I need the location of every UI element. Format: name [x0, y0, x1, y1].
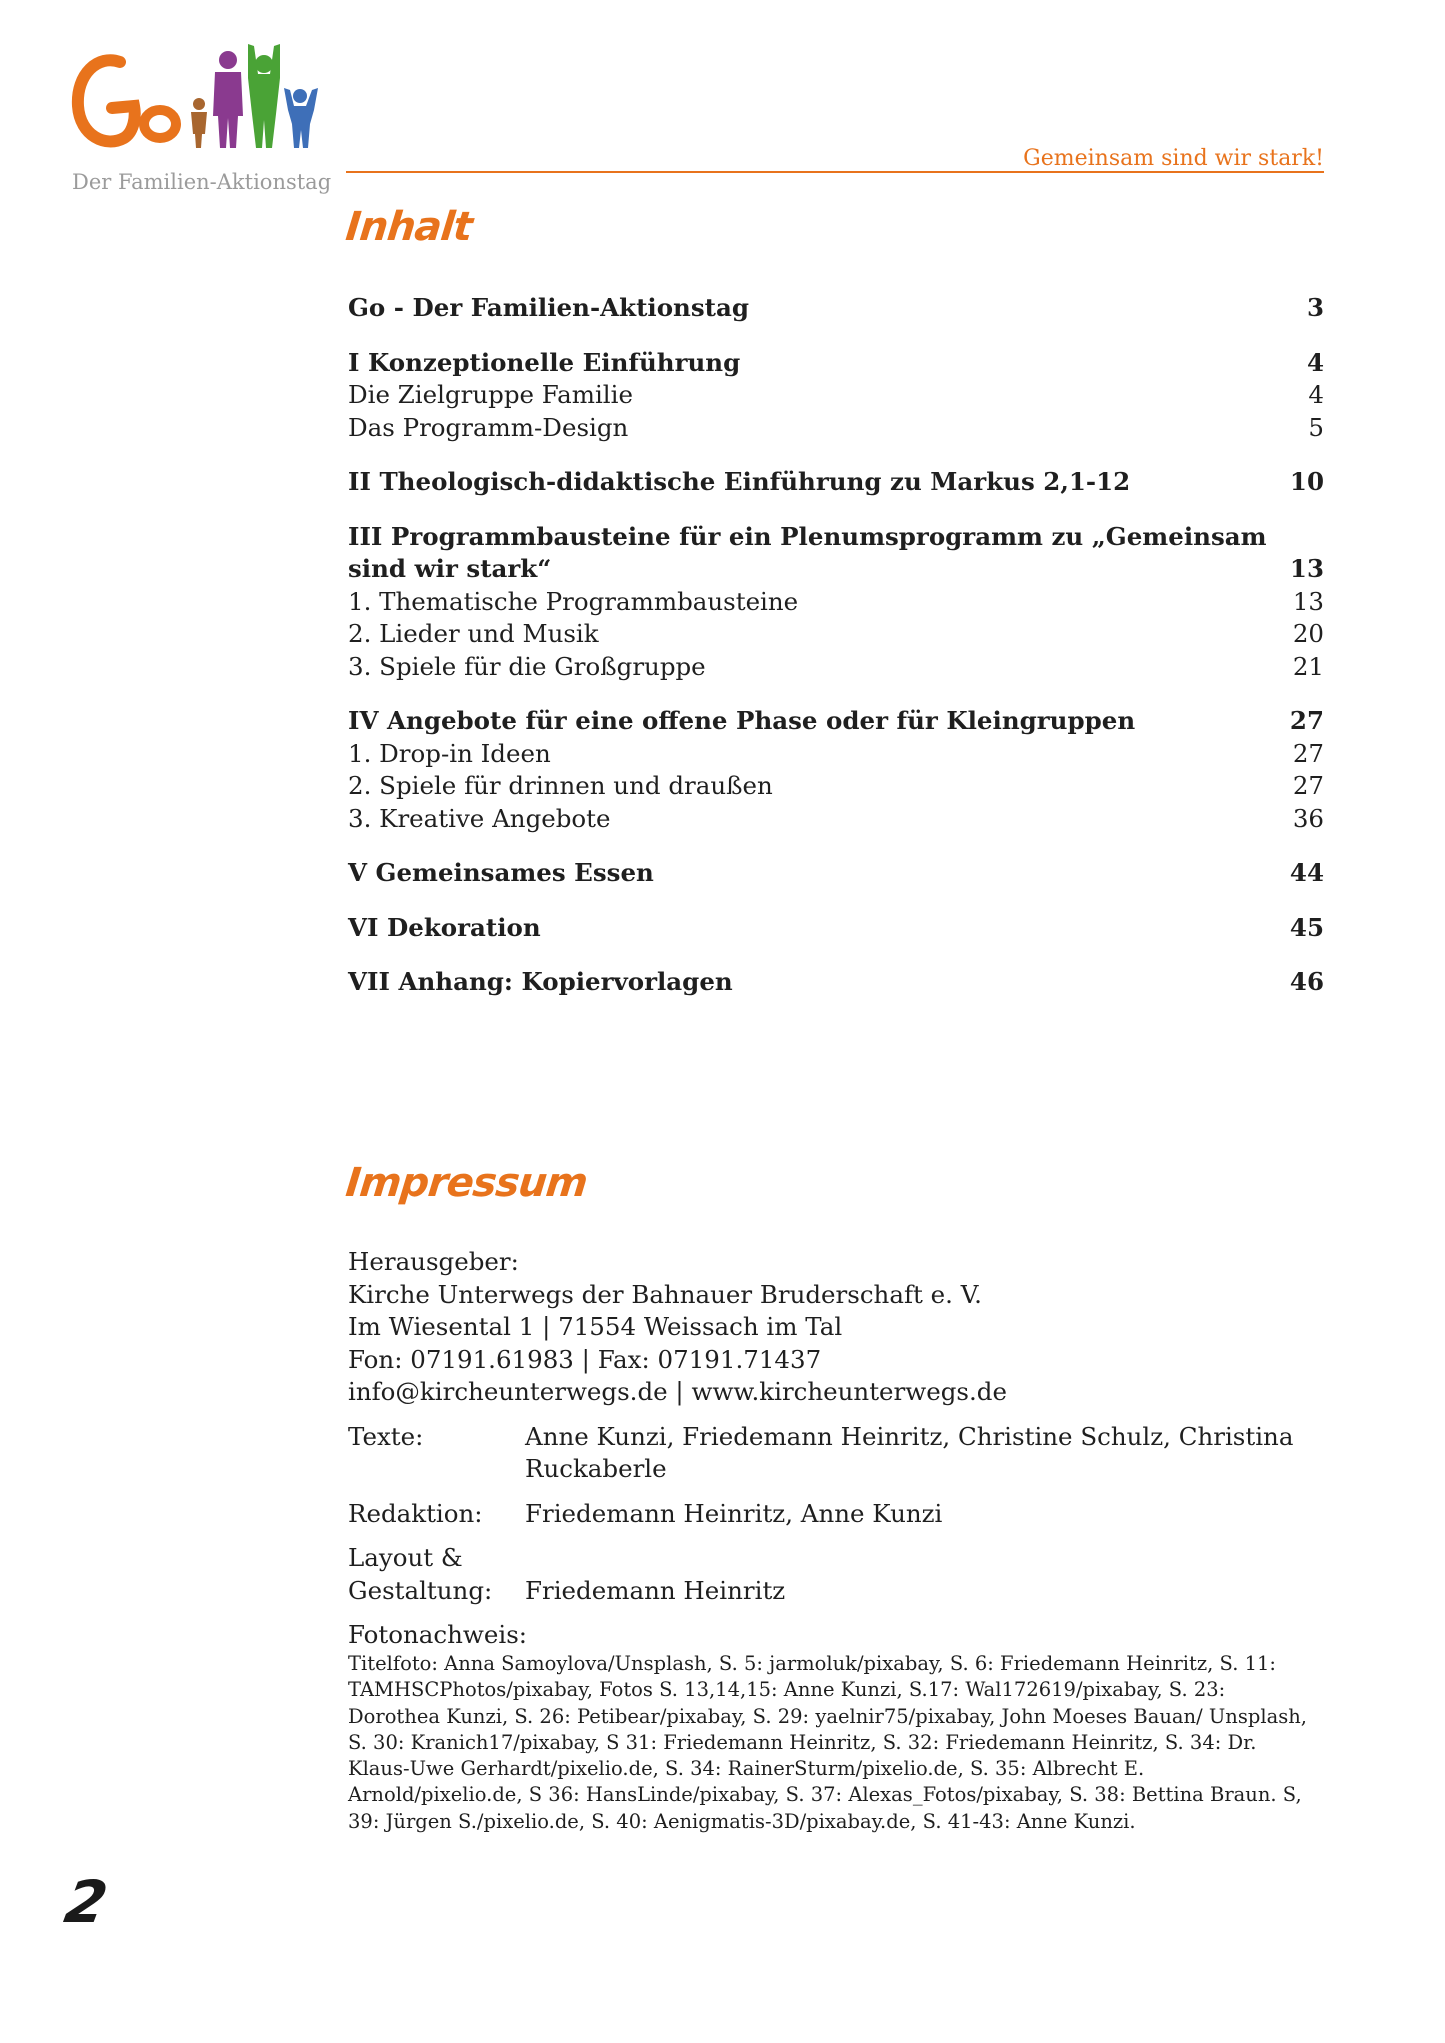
toc-subentry	[348, 586, 1324, 619]
credit-row	[348, 1421, 1324, 1486]
credit-row	[348, 1498, 1324, 1531]
toc-entry-page: 45	[1289, 912, 1324, 942]
toc-group	[348, 705, 1324, 835]
toc-entry-title: Die Zielgruppe Familie	[348, 380, 633, 409]
credit-label: Redaktion:	[348, 1498, 483, 1528]
toc-entry-title: 2. Spiele für drinnen und draußen	[348, 771, 773, 800]
toc-chapter-entry	[348, 857, 1324, 890]
publisher-block	[348, 1246, 1324, 1409]
toc-entry-title: IV Angebote für eine offene Phase oder für Kleingruppen	[348, 706, 1136, 735]
toc-subentry	[348, 618, 1324, 651]
publisher-label: Herausgeber:	[348, 1247, 519, 1276]
toc-entry-title: I Konzeptionelle Einführung	[348, 347, 741, 377]
toc-group	[348, 521, 1324, 684]
publisher-line: Im Wiesental 1 | 71554 Weissach im Tal	[348, 1312, 843, 1341]
toc-subentry	[348, 379, 1324, 412]
photo-credits-label: Fotonachweis:	[348, 1620, 528, 1649]
toc-entry-page: 5	[1308, 412, 1324, 442]
toc-entry-page: 13	[1289, 554, 1324, 583]
credit-value: Friedemann Heinritz	[525, 1575, 786, 1605]
toc-entry-page: 27	[1292, 738, 1324, 768]
toc-chapter-entry	[348, 966, 1324, 999]
publisher-line: Kirche Unterwegs der Bahnauer Bruderschaft e. V.	[348, 1279, 982, 1309]
table-of-contents	[348, 292, 1324, 1021]
toc-subentry	[348, 651, 1324, 684]
publisher-line: info@kircheunterwegs.de | www.kircheunterwegs.de	[348, 1377, 1007, 1406]
toc-heading: Inhalt	[343, 204, 475, 250]
photo-credits-text: Titelfoto: Anna Samoylova/Unsplash, S. 5: jarmoluk/pixabay, S. 6: Friedemann Heinritz, S. 11: TAMHSCPhotos/pixabay, Fotos S. 13,14,15: Anne Kunzi, S.17: Wal172619/pixabay, S. 23: Dorothea Kunzi, S. 26: Petibear/pixabay, S. 29: yaelnir75/pixabay, John Moeses Bauan/ Unsplash, S. 30: Kranich17/pixabay, S 31: Friedemann Heinritz, S. 32: Friedemann Heinritz, S. 34: Dr. Klaus-Uwe Gerhardt/pixelio.de, S. 34: RainerSturm/pixelio.de, S. 35: Albrecht E. Arnold/pixelio.de, S 36: HansLinde/pixabay, S. 37: Alexas_Fotos/pixabay, S. 38: Bettina Braun. S, 39: Jürgen S./pixelio.de, S. 40: Aenigmatis-3D/pixabay.de, S. 41-43: Anne Kunzi.	[348, 1652, 1307, 1833]
toc-chapter-entry	[348, 292, 1324, 325]
toc-entry-page: 20	[1292, 619, 1324, 648]
toc-entry-title: Go - Der Familien-Aktionstag	[348, 293, 749, 322]
publisher-line: Fon: 07191.61983 | Fax: 07191.71437	[348, 1344, 822, 1374]
credit-value: Friedemann Heinritz, Anne Kunzi	[525, 1498, 943, 1528]
toc-group	[348, 857, 1324, 890]
toc-subentry	[348, 412, 1324, 445]
toc-entry-title: 3. Spiele für die Großgruppe	[348, 651, 706, 681]
toc-entry-page: 21	[1292, 651, 1324, 681]
tagline: Gemeinsam sind wir stark!	[1023, 146, 1324, 171]
toc-entry-title: VI Dekoration	[348, 912, 541, 942]
toc-entry-page: 27	[1292, 771, 1324, 800]
toc-entry-page: 46	[1289, 967, 1324, 996]
toc-chapter-entry	[348, 705, 1324, 738]
toc-entry-title: V Gemeinsames Essen	[348, 858, 654, 887]
credit-value: Anne Kunzi, Friedemann Heinritz, Christine Schulz, Christina Ruckaberle	[525, 1421, 1294, 1483]
credit-row	[348, 1542, 1324, 1607]
toc-entry-title: 1. Thematische Programmbausteine	[348, 586, 799, 616]
toc-entry-page: 10	[1289, 467, 1324, 496]
toc-entry-title: 2. Lieder und Musik	[348, 619, 599, 648]
toc-entry-page: 27	[1289, 706, 1324, 735]
toc-entry-page: 13	[1292, 586, 1324, 616]
toc-group	[348, 347, 1324, 445]
toc-entry-title: 1. Drop-in Ideen	[348, 738, 551, 768]
toc-group	[348, 466, 1324, 499]
toc-chapter-entry	[348, 521, 1324, 586]
toc-entry-page: 36	[1292, 803, 1324, 833]
toc-entry-page: 4	[1308, 380, 1324, 409]
toc-group	[348, 292, 1324, 325]
toc-chapter-entry	[348, 466, 1324, 499]
logo	[68, 44, 330, 204]
toc-entry-title: III Programmbausteine für ein Plenumsprogramm zu „Gemeinsam sind wir stark“	[348, 521, 1267, 583]
toc-entry-title: II Theologisch-didaktische Einführung zu Markus 2,1-12	[348, 467, 1131, 496]
logo-subtitle: Der Familien-Aktionstag	[72, 170, 332, 194]
toc-entry-title: 3. Kreative Angebote	[348, 803, 611, 833]
toc-chapter-entry	[348, 912, 1324, 945]
credit-label: Layout & Gestaltung:	[348, 1543, 493, 1605]
impressum	[348, 1246, 1324, 1835]
toc-entry-page: 44	[1289, 858, 1324, 887]
credits-block	[348, 1421, 1324, 1608]
header-rule	[346, 171, 1324, 173]
toc-entry-title: VII Anhang: Kopiervorlagen	[348, 967, 733, 996]
toc-group	[348, 912, 1324, 945]
toc-subentry	[348, 738, 1324, 771]
toc-chapter-entry	[348, 347, 1324, 380]
impressum-heading: Impressum	[343, 1160, 590, 1206]
toc-entry-page: 3	[1306, 293, 1324, 322]
page-number: 2	[60, 1868, 113, 1936]
family-figures-icon	[68, 44, 330, 164]
toc-entry-page: 4	[1306, 347, 1324, 377]
toc-subentry	[348, 770, 1324, 803]
toc-group	[348, 966, 1324, 999]
credit-label: Texte:	[348, 1421, 424, 1451]
toc-subentry	[348, 803, 1324, 836]
toc-entry-title: Das Programm-Design	[348, 412, 629, 442]
